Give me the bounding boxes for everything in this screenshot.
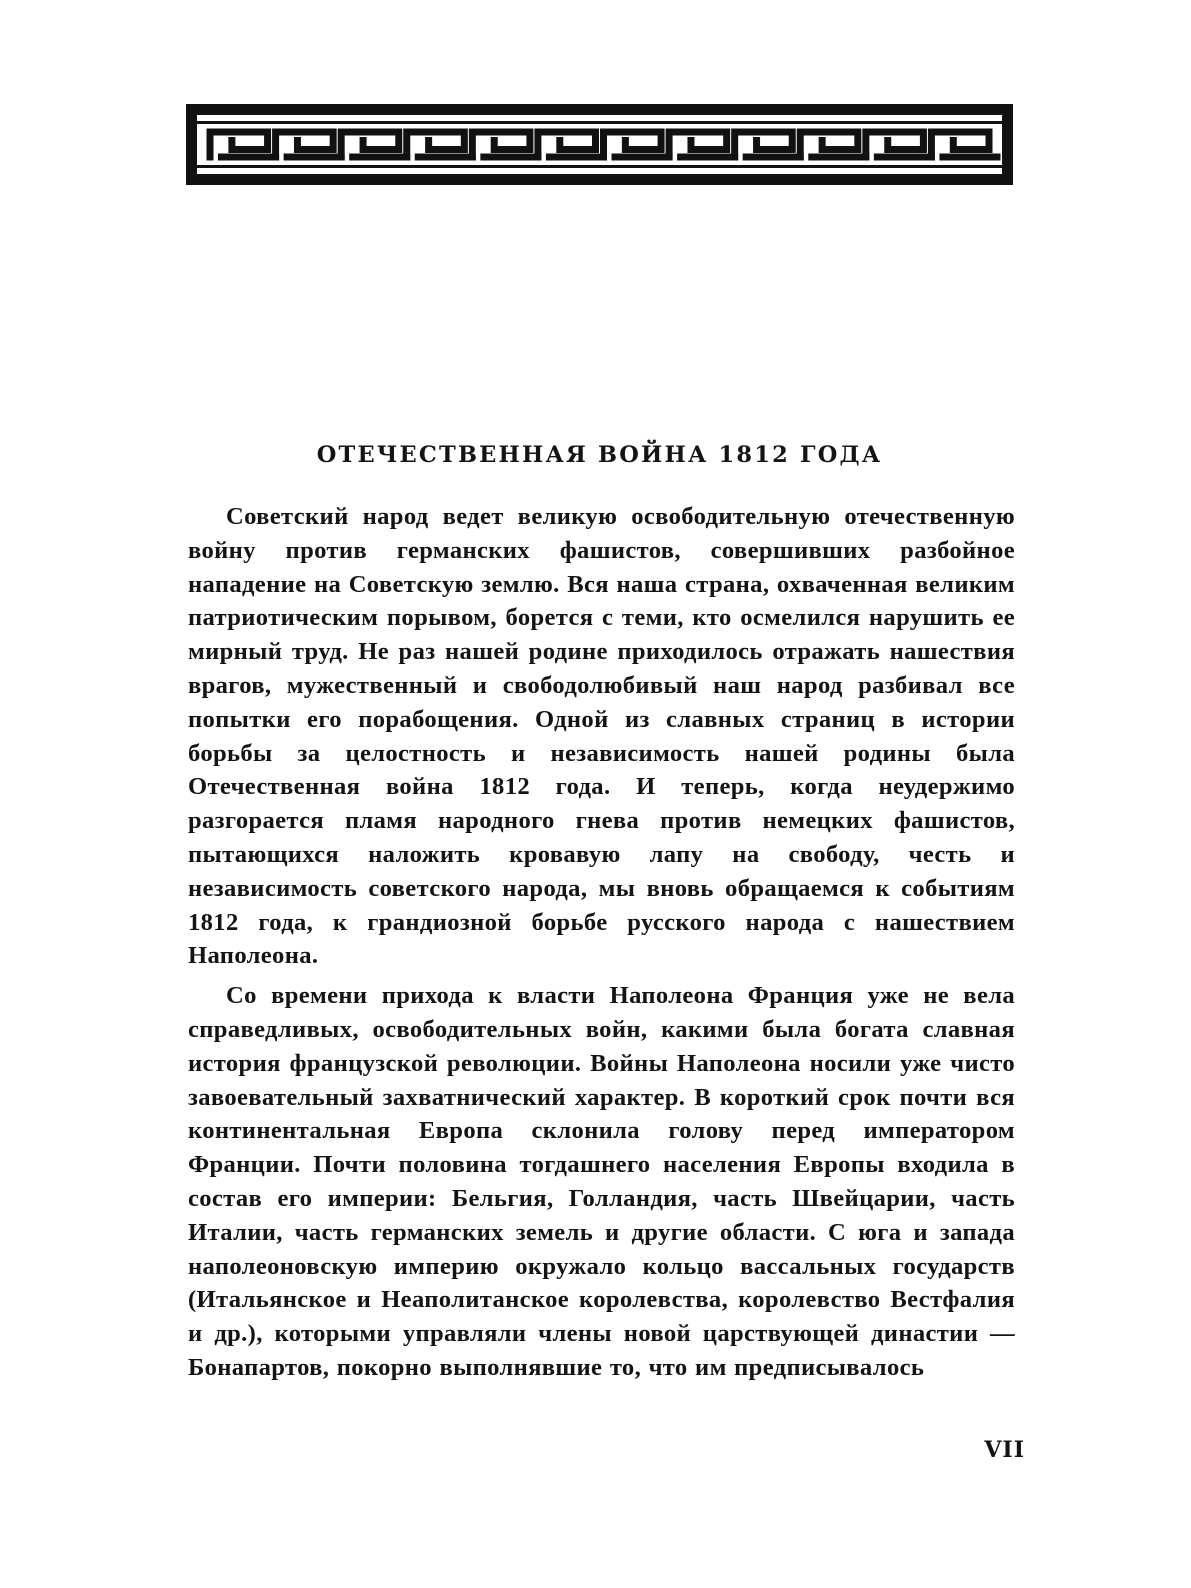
paragraph-1: Советский народ ведет великую освободительную отечественную войну против германских фашистов, совершивших разбойное нападение на Советскую землю. Вся наша страна, охваченная великим патриотическим порывом, борется с теми, кто осмелился нарушить ее мирный труд. Не раз нашей родине приходилось отражать нашествия врагов, мужественный и свободолюбивый наш народ разбивал все попытки его порабощения. Одной из славных страниц в истории борьбы за целостность и независимость нашей родины была Отечественная война 1812 года. И теперь, когда неудержимо разгорается пламя народного гнева против немецких фашистов, пытающихся наложить кровавую лапу на свободу, честь и независимость советского народа, мы вновь обращаемся к событиям 1812 года, к грандиозной борьбе русского народа с нашествием Наполеона. (188, 503, 1015, 970)
paragraph-2: Со времени прихода к власти Наполеона Франция уже не вела справедливых, освободительных войн, какими была богата славная история французской революции. Войны Наполеона носили уже чисто завоевательный захватнический характер. В короткий срок почти вся континентальная Европа склонила голову перед императором Франции. Почти половина тогдашнего населения Европы входила в состав его империи: Бельгия, Голландия, часть Швейцарии, часть Италии, часть германских земель и другие области. С юга и запада наполеоновскую империю окружало кольцо вассальных государств (Итальянское и Неаполитанское королевства, королевство Вестфалия и др.), которыми управляли члены новой царствующей династии — Бонапартов, покорно выполнявшие то, что им предписывалось (188, 982, 1015, 1381)
ornament-inner-bottom-line (197, 165, 1002, 168)
meander-motif (800, 132, 866, 157)
meander-motif (407, 132, 473, 157)
meander-motif (604, 132, 670, 157)
meander-motif (472, 132, 538, 157)
meander-motif (210, 132, 276, 157)
meander-motif (669, 132, 735, 157)
meander-motif (538, 132, 604, 157)
ornament-bottom-band (186, 174, 1013, 185)
ornament-right-band (1002, 104, 1013, 185)
greek-key-ornament (186, 104, 1013, 185)
page-number: VII (984, 1437, 1025, 1463)
greek-key-border-icon (186, 104, 1013, 185)
ornament-top-band (186, 104, 1013, 115)
meander-motif (276, 132, 342, 157)
ornament-left-band (186, 104, 197, 185)
meander-motif (931, 132, 997, 157)
meander-motif (866, 132, 932, 157)
article-body (188, 500, 1015, 1391)
meander-motif (341, 132, 407, 157)
ornament-inner-top-line (197, 121, 1002, 124)
meander-motif (735, 132, 801, 157)
chapter-title: ОТЕЧЕСТВЕННАЯ ВОЙНА 1812 ГОДА (316, 442, 883, 468)
